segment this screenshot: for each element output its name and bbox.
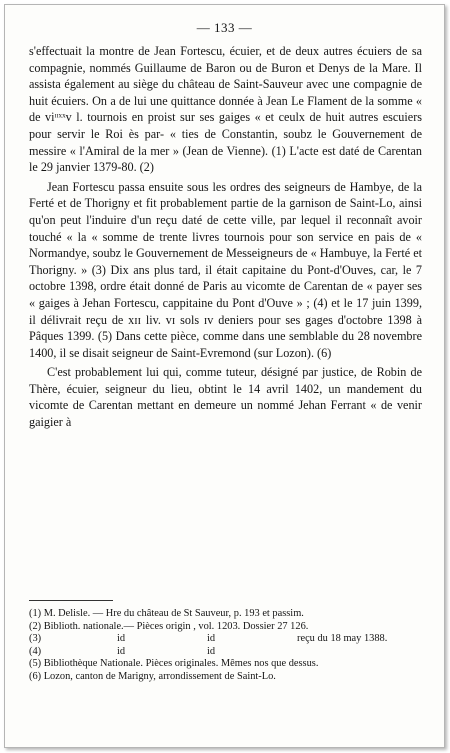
footnote-3 xyxy=(29,633,422,646)
paragraph-1: s'effectuait la montre de Jean Fortescu, écuier, et de deux autres écuiers de sa compagnie, nommés Guillaume de Baron ou de Buron et Denys de la Mare. Il assista également au siège du château de Saint-Sauveur avec une compagnie de huit écuiers. On a de lui une quittance donnée à Jean Le Flament de la somme « de viᶦᶦˣˣv l. tournois en proist sur ses gaiges « et ceulx de huit autres escuiers pour servir le Roi ès par- « ties de Constantin, soubz le Gouvernement de messire « l'Amiral de la mer » (Jean de Vienne). (1) L'acte est daté de Carentan le 29 janvier 1379-80. (2) xyxy=(29,44,422,175)
footnote-3-number: (3) xyxy=(29,633,42,645)
page-number: — 133 — xyxy=(196,20,253,35)
footnotes xyxy=(29,608,422,684)
footnote-4-id-b: id xyxy=(207,645,216,657)
scanned-page xyxy=(4,4,445,748)
paragraph-3: C'est probablement lui qui, comme tuteur, désigné par justice, de Robin de Thère, écuier, seigneur du lieu, obtint le 14 avril 1402, un mandement du vicomte de Carentan mettant en demeure un nommé Jehan Ferrant « de venir gaigier à xyxy=(29,365,422,430)
body-text xyxy=(29,43,422,434)
paragraph-2: Jean Fortescu passa ensuite sous les ordres des seigneurs de Hambye, de la Ferté et de Thorigny et fit probablement partie de la garnison de Saint-Lo, ainsi qu'on peut l'induire d'un reçu daté de cette ville, par lequel il reconnaît avoir touché « la « somme de trente livres tournois pour son service en pais de « Normandye, soubz le Gouvernement de Messeigneurs de « Hambuye, la Ferté et Thorigny. » (3) Dix ans plus tard, il était capitaine du Pont-d'Ouves, car, le 7 octobre 1398, ordre était donné de Paris au vicomte de Carentan de « payer ses « gaiges à Jehan Fortescu, cappitaine du Pont d'Ouve » ; (4) et le 17 juin 1399, il délivrait reçu de xɪɪ liv. vɪ sols ɪv deniers pour ses gages d'octobre 1398 à Pâques 1399. (5) Dans cette pièce, comme dans une semblable du 28 novembre 1400, il se disait seigneur de Saint-Evremond (sur Lozon). (6) xyxy=(29,179,422,360)
footnote-3-text: reçu du 18 may 1388. xyxy=(297,633,388,645)
footnote-5: (5) Bibliothèque Nationale. Pièces originales. Mêmes nos que dessus. xyxy=(29,658,319,670)
footnote-1: (1) M. Delisle. — Hre du château de St Sauveur, p. 193 et passim. xyxy=(29,608,304,619)
footnote-3-id-a: id xyxy=(117,633,126,645)
footnote-6: (6) Lozon, canton de Marigny, arrondissement de Saint-Lo. xyxy=(29,670,276,682)
footnote-2: (2) Biblioth. nationale.— Pièces origin , vol. 1203. Dossier 27 126. xyxy=(29,620,309,632)
footnote-4 xyxy=(29,646,422,659)
footnote-4-id-a: id xyxy=(117,645,126,657)
footnote-4-number: (4) xyxy=(29,645,42,657)
footnote-3-id-b: id xyxy=(207,633,216,645)
footnote-separator xyxy=(29,600,113,601)
